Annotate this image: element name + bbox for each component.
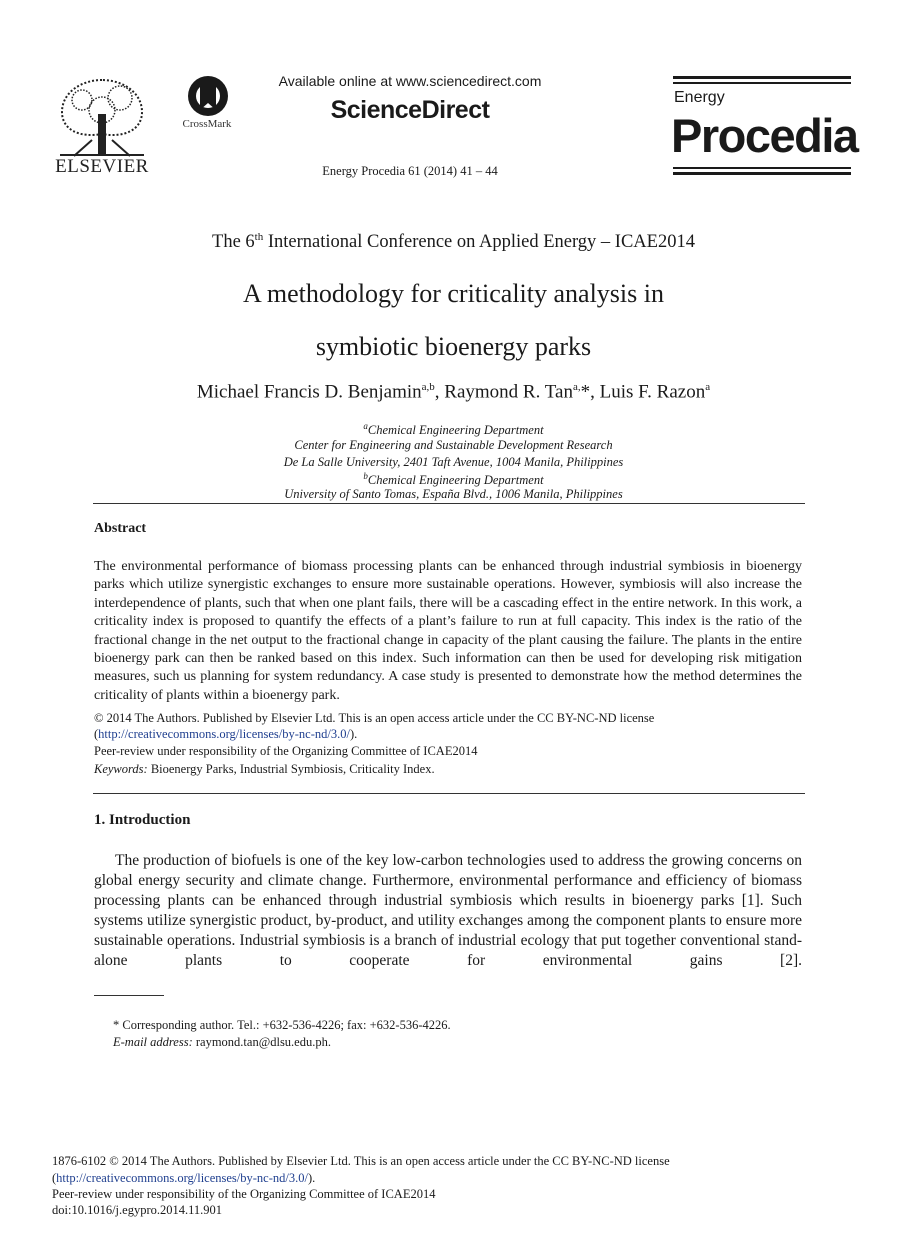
affiliation-line: University of Santo Tomas, España Blvd., 1006 Manila, Philippines: [284, 487, 623, 501]
bottom-peer-review-line: Peer-review under responsibility of the Organizing Committee of ICAE2014: [52, 1187, 436, 1201]
author-name: Raymond R. Tan: [444, 381, 573, 403]
issn-copyright-line: 1876-6102 © 2014 The Authors. Published by Elsevier Ltd. This is an open access article under the CC BY-NC-ND license: [52, 1154, 670, 1168]
journal-logo-main: Procedia: [671, 109, 858, 162]
journal-logo-rule: [673, 172, 851, 175]
journal-reference: Energy Procedia 61 (2014) 41 – 44: [322, 164, 498, 178]
email-note: E-mail address: raymond.tan@dlsu.edu.ph.: [113, 1035, 331, 1049]
introduction-body: The production of biofuels is one of the key low-carbon technologies used to address the growing concerns on global energy security and climate change. Furthermore, environmental performance and efficiency of biomass processing plants can be enhanced through industrial symbiosis which results in bioenergy parks [1]. Such systems utilize synergistic product, by-product, and utility exchanges among the component plants to ensure more sustainable operations. Industrial symbiosis is a branch of industrial ecology that put together conventional stand-alone plants to cooperate for environmental gains [2].: [94, 852, 802, 970]
keywords-line: [94, 761, 806, 778]
sciencedirect-brand[interactable]: ScienceDirect: [330, 96, 490, 124]
author-name: Luis F. Razon: [599, 381, 706, 403]
author-list: Michael Francis D. Benjamin$^{a,b}$, Raymond R. Tan$^{a,}$*, Luis F. Razon$^a$: [196, 381, 711, 403]
journal-logo-rule: [673, 82, 851, 84]
peer-review-line: Peer-review under responsibility of the Organizing Committee of ICAE2014: [94, 744, 478, 758]
affiliation-line: $^a$Chemical Engineering Department: [363, 421, 544, 438]
paper-title-line-1: A methodology for criticality analysis in: [243, 279, 664, 308]
author-name: Michael Francis D. Benjamin: [196, 381, 422, 403]
divider: [93, 793, 805, 794]
affiliation-line: $^b$Chemical Engineering Department: [363, 471, 544, 488]
conference-name: The 6th International Conference on Applied Energy – ICAE2014: [212, 231, 695, 253]
crossmark-label: CrossMark: [182, 118, 232, 130]
section-heading: 1. Introduction: [94, 812, 191, 828]
affiliation-line: De La Salle University, 2401 Taft Avenue, 1004 Manila, Philippines: [283, 455, 624, 469]
footnote-rule: [94, 995, 164, 996]
affiliation-line: Center for Engineering and Sustainable Development Research: [294, 438, 613, 452]
journal-logo-top: Energy: [674, 89, 725, 106]
doi-line[interactable]: doi:10.1016/j.egypro.2014.11.901: [52, 1203, 223, 1217]
email-address: raymond.tan@dlsu.edu.ph.: [192, 1035, 331, 1049]
keywords-label: Keywords:: [94, 762, 148, 776]
corresponding-author-note: * Corresponding author. Tel.: +632-536-4226; fax: +632-536-4226.: [113, 1018, 451, 1032]
license-line: (http://creativecommons.org/licenses/by-nc-nd/3.0/).: [94, 727, 358, 741]
license-link[interactable]: http://creativecommons.org/licenses/by-nc-nd/3.0/: [98, 727, 350, 741]
journal-logo-rule: [673, 167, 851, 169]
paper-title-line-2: symbiotic bioenergy parks: [315, 332, 592, 361]
bottom-license-link[interactable]: http://creativecommons.org/licenses/by-nc-nd/3.0/: [56, 1171, 308, 1185]
journal-logo-rule: [673, 76, 851, 79]
abstract-heading: Abstract: [94, 521, 147, 536]
divider: [93, 503, 805, 504]
keywords-value: Bioenergy Parks, Industrial Symbiosis, Criticality Index.: [147, 762, 435, 776]
available-online-text[interactable]: Available online at www.sciencedirect.com: [278, 73, 542, 89]
publisher-logo-text: ELSEVIER: [55, 156, 149, 177]
bottom-license-line: (http://creativecommons.org/licenses/by-nc-nd/3.0/).: [52, 1171, 316, 1185]
copyright-line: © 2014 The Authors. Published by Elsevier Ltd. This is an open access article under the CC BY-NC-ND license: [94, 711, 655, 725]
abstract-body: The environmental performance of biomass processing plants can be enhanced through industrial symbiosis in bioenergy parks which utilize synergistic exchanges to ensure more sustainable operations. However, symbiosis will also increase the interdependence of plants, such that when one plant fails, there will be a cascading effect in the entire network. In this work, a criticality index is proposed to quantify the effects of a plant’s failure to run at full capacity. This index is the ratio of the fractional change in the net output to the fractional change in capacity of the plant causing the failure. The plants in the entire bioenergy park can then be ranked based on this index. Such information can then be used for developing risk mitigation measures, such us planning for system redundancy. A case study is presented to demonstrate how the method determines the criticality of plants within a bioenergy park.: [94, 559, 802, 703]
